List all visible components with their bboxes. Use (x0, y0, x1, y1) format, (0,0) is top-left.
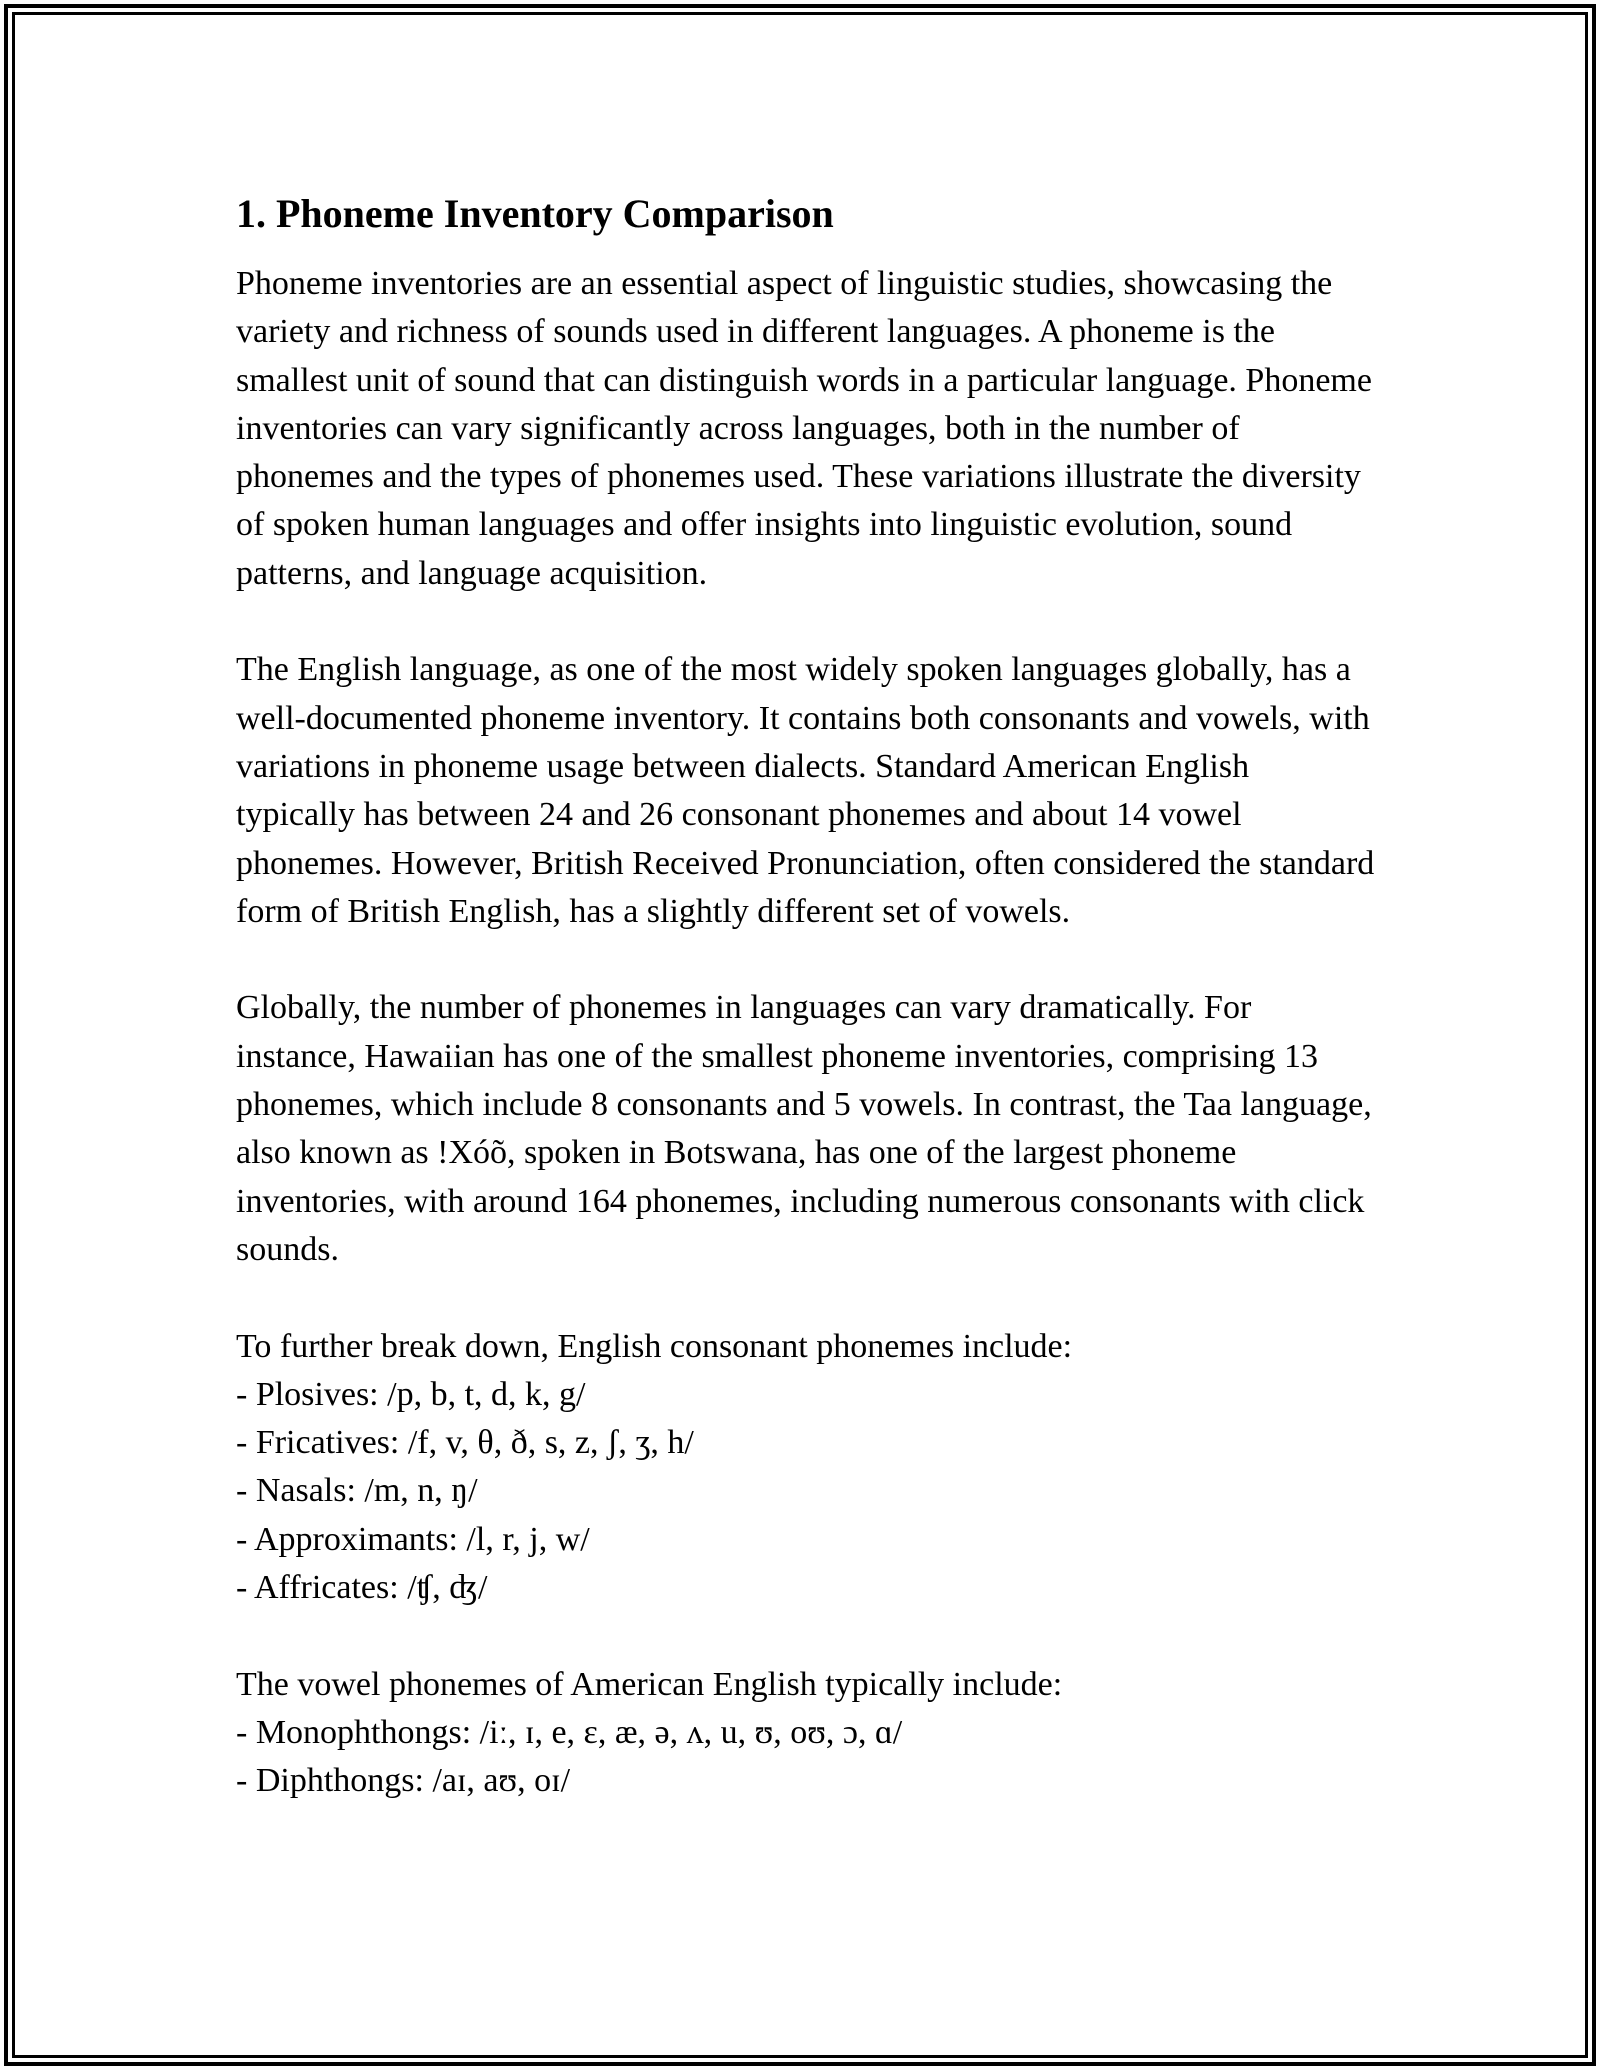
list-item-approximants: - Approximants: /l, r, j, w/ (236, 1520, 590, 1558)
list-item-affricates: - Affricates: /ʧ, ʤ/ (236, 1569, 488, 1607)
consonant-list (236, 1323, 1376, 1613)
list-item-fricatives: - Fricatives: /f, v, θ, ð, s, z, ʃ, ʒ, h/ (236, 1424, 694, 1462)
paragraph-intro: Phoneme inventories are an essential aspect of linguistic studies, showcasing the variety and richness of sounds used in different languages. A phoneme is the smallest unit of sound that can distinguish words in a particular language. Phoneme inventories can vary significantly across languages, both in the number of phonemes and the types of phonemes used. These variations illustrate the diversity of spoken human languages and offer insights into linguistic evolution, sound patterns, and language acquisition. (236, 265, 1372, 592)
paragraph-global: Globally, the number of phonemes in languages can vary dramatically. For instance, Hawaiian has one of the smallest phoneme inventories, comprising 13 phonemes, which include 8 consonants and 5 vowels. In contrast, the Taa language, also known as !Xóõ, spoken in Botswana, has one of the largest phoneme inventories, with around 164 phonemes, including numerous consonants with click sounds. (236, 989, 1372, 1268)
paragraph-english: The English language, as one of the most widely spoken languages globally, has a well-documented phoneme inventory. It contains both consonants and vowels, with variations in phoneme usage between dialects. Standard American English typically has between 24 and 26 consonant phonemes and about 14 vowel phonemes. However, British Received Pronunciation, often considered the standard form of British English, has a slightly different set of vowels. (236, 651, 1375, 930)
vowel-list-intro: The vowel phonemes of American English typically include: (236, 1665, 1063, 1703)
list-item-monophthongs: - Monophthongs: /iː, ɪ, e, ɛ, æ, ə, ʌ, u, ʊ, oʊ, ɔ, ɑ/ (236, 1713, 903, 1751)
list-item-diphthongs: - Diphthongs: /aɪ, aʊ, oɪ/ (236, 1762, 571, 1800)
section-heading: 1. Phoneme Inventory Comparison (236, 191, 834, 236)
consonant-list-intro: To further break down, English consonant phonemes include: (236, 1327, 1073, 1365)
list-item-nasals: - Nasals: /m, n, ŋ/ (236, 1472, 478, 1510)
list-item-plosives: - Plosives: /p, b, t, d, k, g/ (236, 1375, 586, 1413)
vowel-list (236, 1661, 1376, 1806)
document-body (236, 180, 1376, 1854)
